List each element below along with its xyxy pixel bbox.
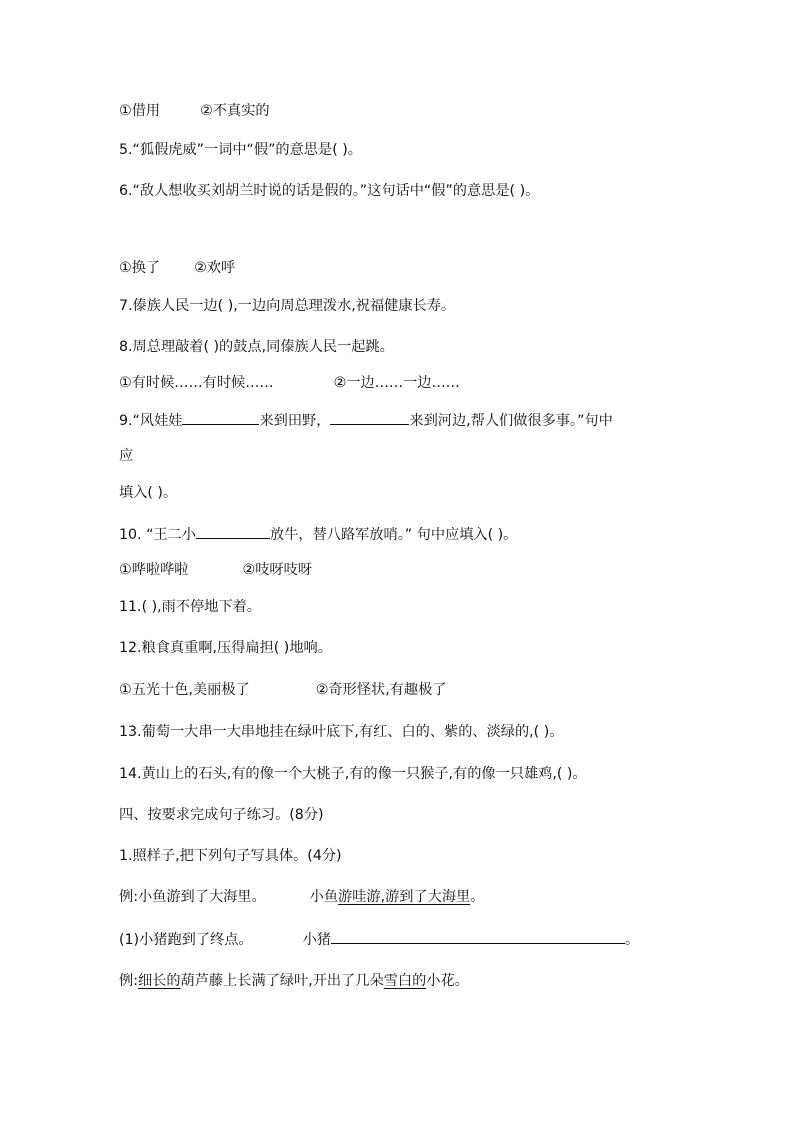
option-a: ①五光十色,美丽极了: [119, 682, 250, 698]
example-result-underlined: 游哇游,游到了大海里: [338, 889, 471, 905]
example-label: 例:: [119, 973, 138, 989]
options-line-2: [119, 258, 235, 278]
option-a: ①换了: [119, 260, 161, 276]
item-source: (1)小猪跑到了终点。: [119, 932, 253, 948]
exercise-1-item-1: [119, 929, 639, 950]
example-result-end: 。: [470, 889, 485, 905]
answer-blank[interactable]: [331, 929, 625, 944]
question-9-part-1: 9.“风娃娃: [119, 413, 183, 429]
question-10: [119, 524, 517, 545]
answer-blank[interactable]: [182, 410, 259, 425]
question-13: 13.葡萄一大串一大串地挂在绿叶底下,有红、白的、紫的、淡绿的,( )。: [119, 724, 564, 740]
question-9-fill: 填入( )。: [119, 485, 178, 501]
question-8: 8.周总理敲着( )的鼓点,同傣族人民一起跳。: [119, 339, 394, 355]
answer-blank[interactable]: [330, 410, 409, 425]
options-line-1: [119, 101, 270, 121]
option-a: ①哗啦哗啦: [119, 562, 189, 578]
question-10-part-1: 10. “王二小: [119, 527, 196, 543]
option-b: ②奇形怪状,有趣极了: [315, 682, 447, 698]
underlined-phrase: 雪白的: [383, 973, 427, 989]
option-b: ②吱呀吱呀: [242, 562, 312, 578]
question-5: 5.“狐假虎威”一词中“假”的意思是( )。: [119, 142, 362, 158]
example-text: 葫芦藤上长满了绿叶,开出了几朵: [180, 973, 384, 989]
question-10-part-2: 放牛，替八路军放哨。” 句中应填入( )。: [270, 527, 518, 543]
example-source: 例:小鱼游到了大海里。: [119, 889, 266, 905]
question-11: 11.( ),雨不停地下着。: [119, 599, 261, 615]
question-12: 12.粮食真重啊,压得扁担( )地响。: [119, 640, 332, 656]
underlined-phrase: 细长的: [137, 973, 181, 989]
example-result-start: 小鱼: [309, 889, 339, 905]
item-subject: 小猪: [302, 932, 331, 948]
question-6: 6.“敌人想收买刘胡兰时说的话是假的。”这句话中“假”的意思是( )。: [119, 183, 540, 199]
options-line-4: [119, 560, 312, 580]
question-9-wrap: 应: [119, 448, 134, 464]
options-line-3: [119, 373, 460, 393]
option-a: ①有时候……有时候……: [119, 375, 274, 391]
question-7: 7.傣族人民一边( ),一边向周总理泼水,祝福健康长寿。: [119, 298, 456, 314]
exercise-1-heading: 1.照样子,把下列句子写具体。(4分): [119, 848, 342, 864]
option-b: ②不真实的: [200, 103, 270, 119]
example-text-end: 小花。: [426, 973, 469, 989]
question-9: [119, 410, 613, 431]
example-1: [119, 887, 484, 907]
options-line-5: [119, 680, 446, 700]
question-9-part-2: 来到田野，: [259, 413, 331, 429]
question-14: 14.黄山上的石头,有的像一个大桃子,有的像一只猴子,有的像一只雄鸡,( )。: [119, 766, 587, 782]
item-end: 。: [625, 932, 640, 948]
option-a: ①借用: [119, 103, 161, 119]
answer-blank[interactable]: [196, 524, 270, 539]
section-four-heading: 四、按要求完成句子练习。(8分): [119, 807, 324, 823]
option-b: ②一边……一边……: [333, 375, 460, 391]
option-b: ②欢呼: [194, 260, 236, 276]
example-2: [119, 971, 469, 991]
question-9-part-3: 来到河边,帮人们做很多事。”句中: [409, 413, 613, 429]
